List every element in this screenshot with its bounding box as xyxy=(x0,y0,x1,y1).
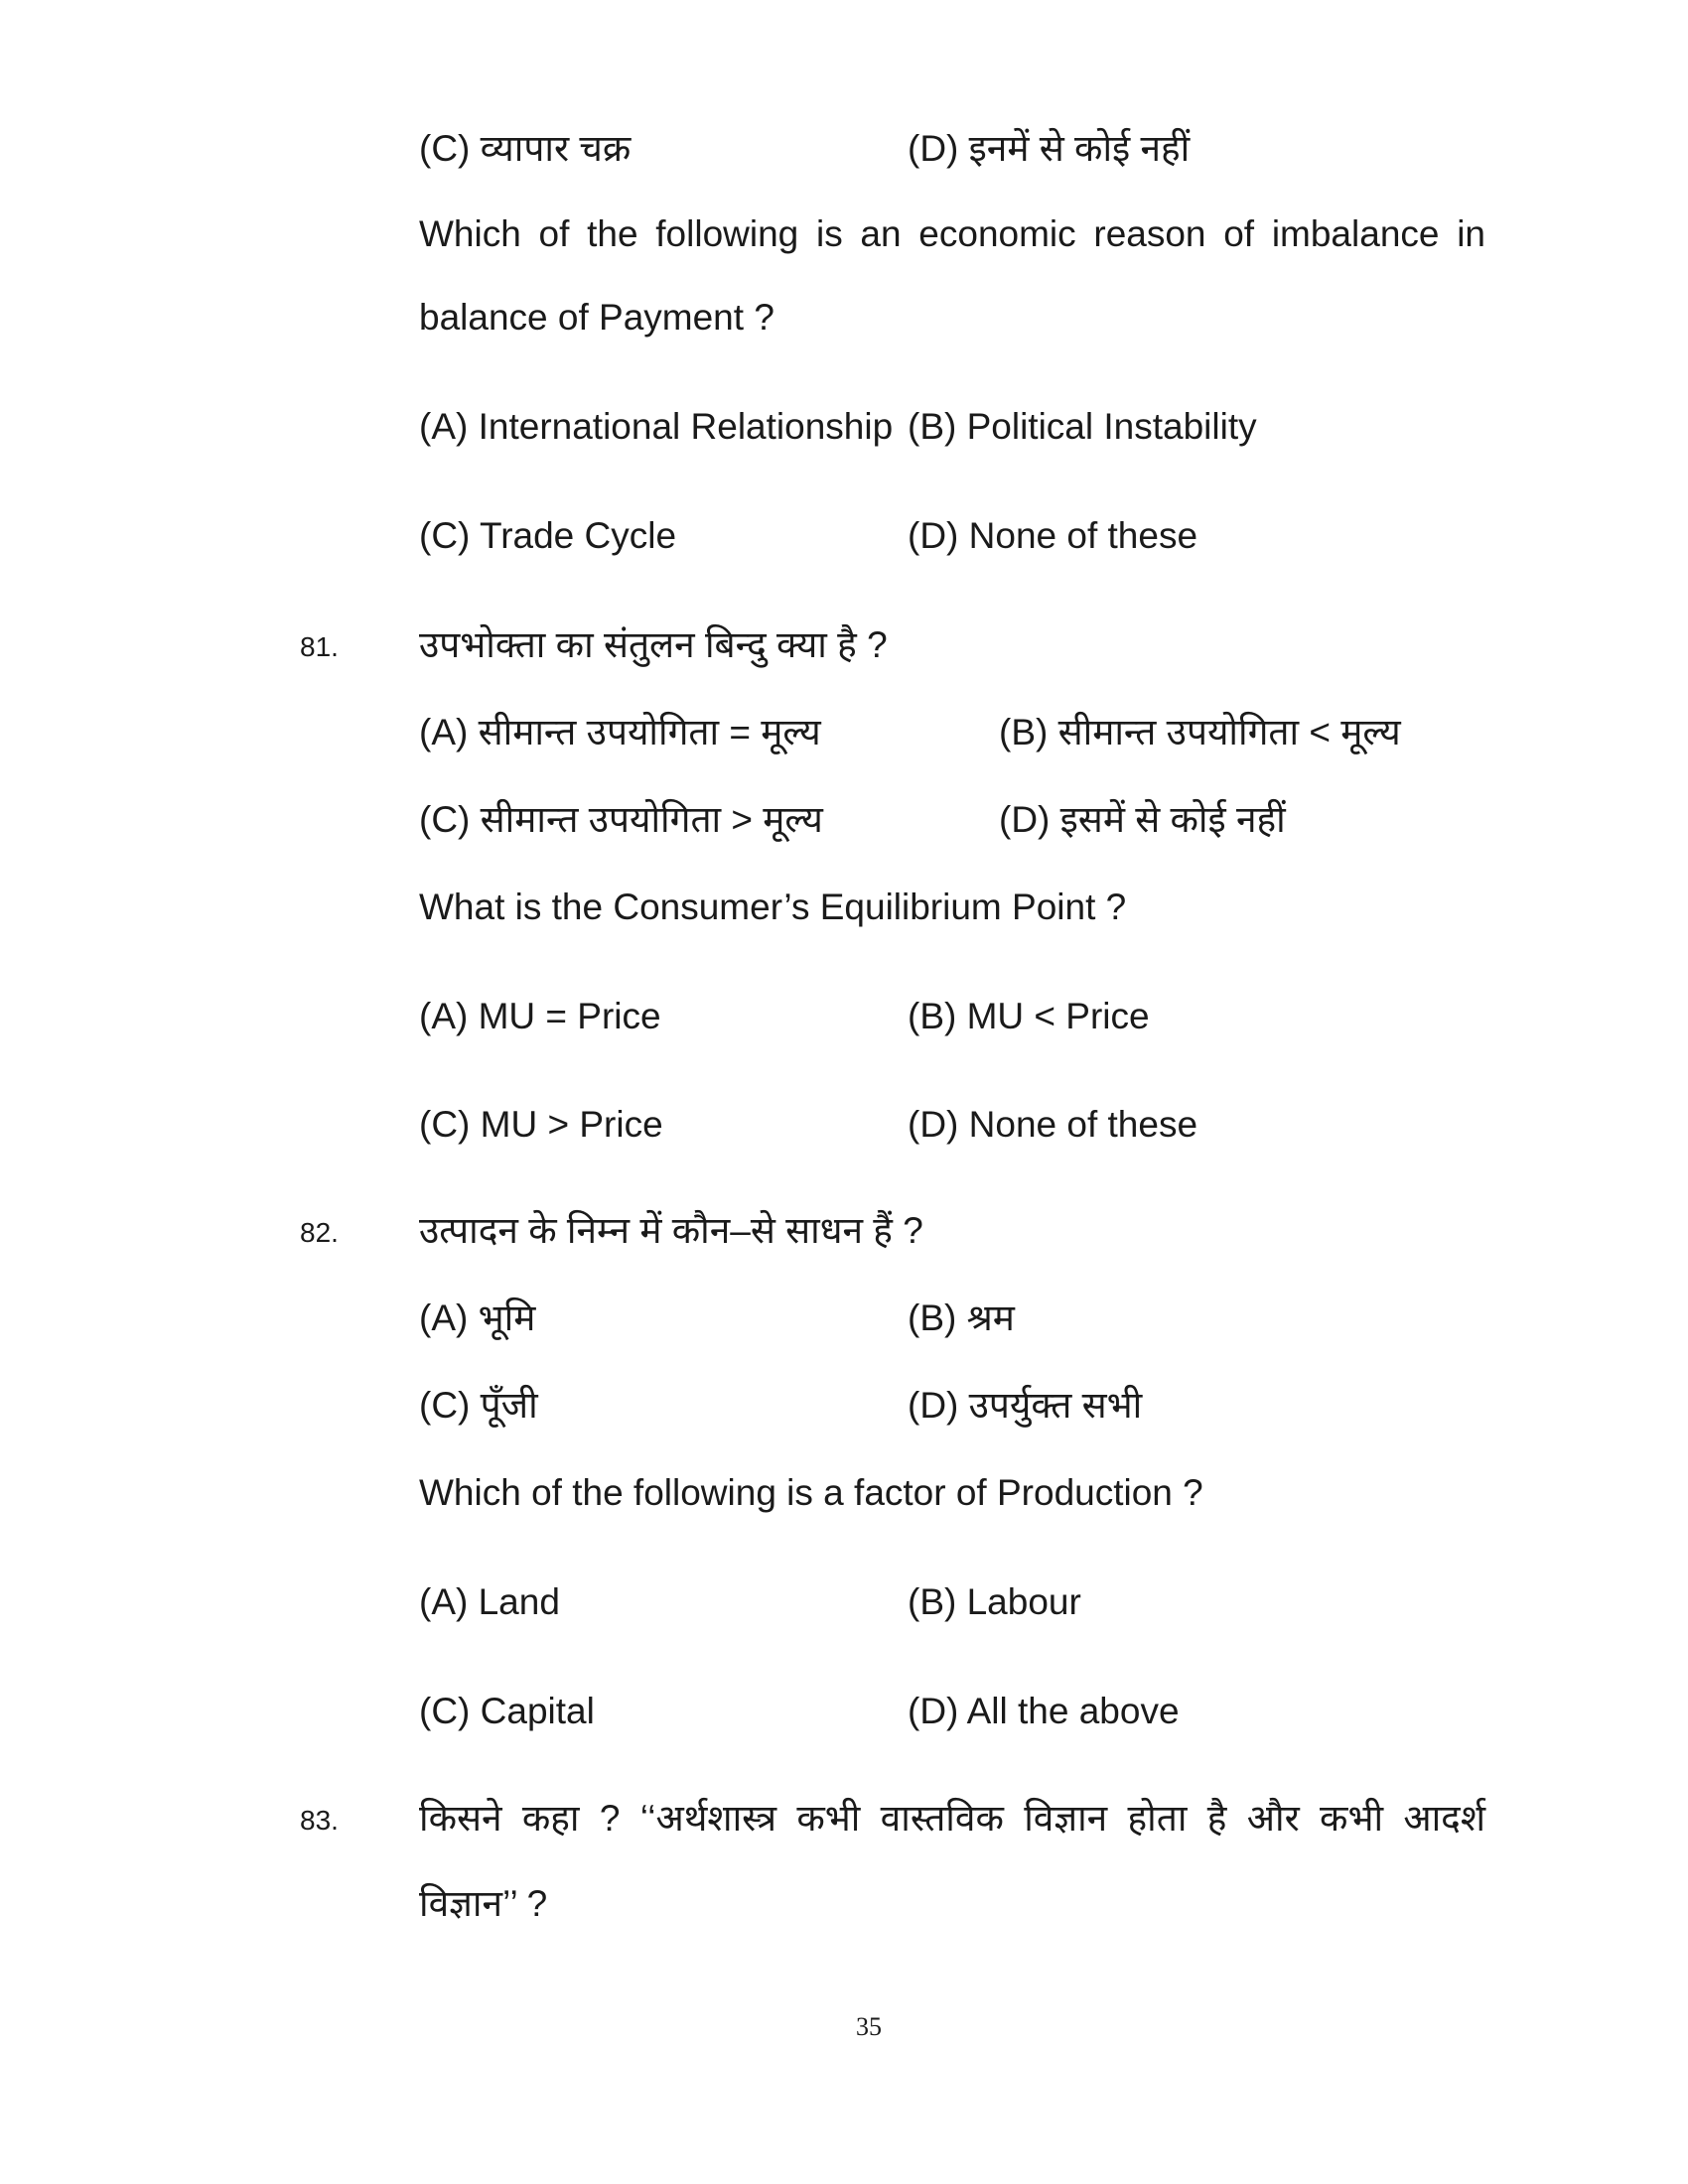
q80-english-question-line1: Which of the following is an economic reason of imbalance in xyxy=(419,213,1485,254)
q83-number: 83. xyxy=(300,1805,339,1836)
q81-english-option-a: (A) MU = Price xyxy=(419,996,661,1036)
q81-hindi-option-b: (B) सीमान्त उपयोगिता < मूल्य xyxy=(999,712,1401,752)
q81-english-option-c: (C) MU > Price xyxy=(419,1104,663,1145)
q80-hindi-option-d: (D) इनमें से कोई नहीं xyxy=(908,128,1191,169)
q83-hindi-question-line2: विज्ञान’’ ? xyxy=(419,1883,548,1924)
q82-hindi-question: उत्पादन के निम्न में कौन–से साधन हैं ? xyxy=(419,1210,923,1251)
q82-hindi-option-d: (D) उपर्युक्त सभी xyxy=(908,1385,1143,1426)
page-number: 35 xyxy=(856,2012,882,2041)
q80-english-option-c: (C) Trade Cycle xyxy=(419,515,677,556)
q80-hindi-option-c: (C) व्यापार चक्र xyxy=(419,128,632,169)
q81-english-option-b: (B) MU < Price xyxy=(908,996,1150,1036)
q80-english-option-a: (A) International Relationship xyxy=(419,406,894,447)
q82-english-question: Which of the following is a factor of Production ? xyxy=(419,1472,1203,1513)
q81-hindi-option-d: (D) इसमें से कोई नहीं xyxy=(999,799,1286,840)
q81-hindi-option-c: (C) सीमान्त उपयोगिता > मूल्य xyxy=(419,799,823,840)
q82-hindi-option-c: (C) पूँजी xyxy=(419,1385,538,1426)
q82-english-option-b: (B) Labour xyxy=(908,1581,1081,1622)
q81-english-question: What is the Consumer’s Equilibrium Point ? xyxy=(419,887,1127,927)
q81-english-option-d: (D) None of these xyxy=(908,1104,1198,1145)
q80-english-option-d: (D) None of these xyxy=(908,515,1198,556)
q81-hindi-option-a: (A) सीमान्त उपयोगिता = मूल्य xyxy=(419,712,821,752)
q82-english-option-a: (A) Land xyxy=(419,1581,560,1622)
q81-number: 81. xyxy=(300,631,339,662)
q82-number: 82. xyxy=(300,1217,339,1248)
q82-english-option-d: (D) All the above xyxy=(908,1691,1180,1731)
q82-hindi-option-b: (B) श्रम xyxy=(908,1297,1015,1338)
q83-hindi-question-line1: किसने कहा ? ‘‘अर्थशास्त्र कभी वास्तविक विज्ञान होता है और कभी आदर्श xyxy=(419,1798,1485,1839)
q82-hindi-option-a: (A) भूमि xyxy=(419,1297,536,1338)
q81-hindi-question: उपभोक्ता का संतुलन बिन्दु क्या है ? xyxy=(419,624,888,665)
q80-english-question-line2: balance of Payment ? xyxy=(419,297,774,338)
q82-english-option-c: (C) Capital xyxy=(419,1691,595,1731)
q80-english-option-b: (B) Political Instability xyxy=(908,406,1257,447)
